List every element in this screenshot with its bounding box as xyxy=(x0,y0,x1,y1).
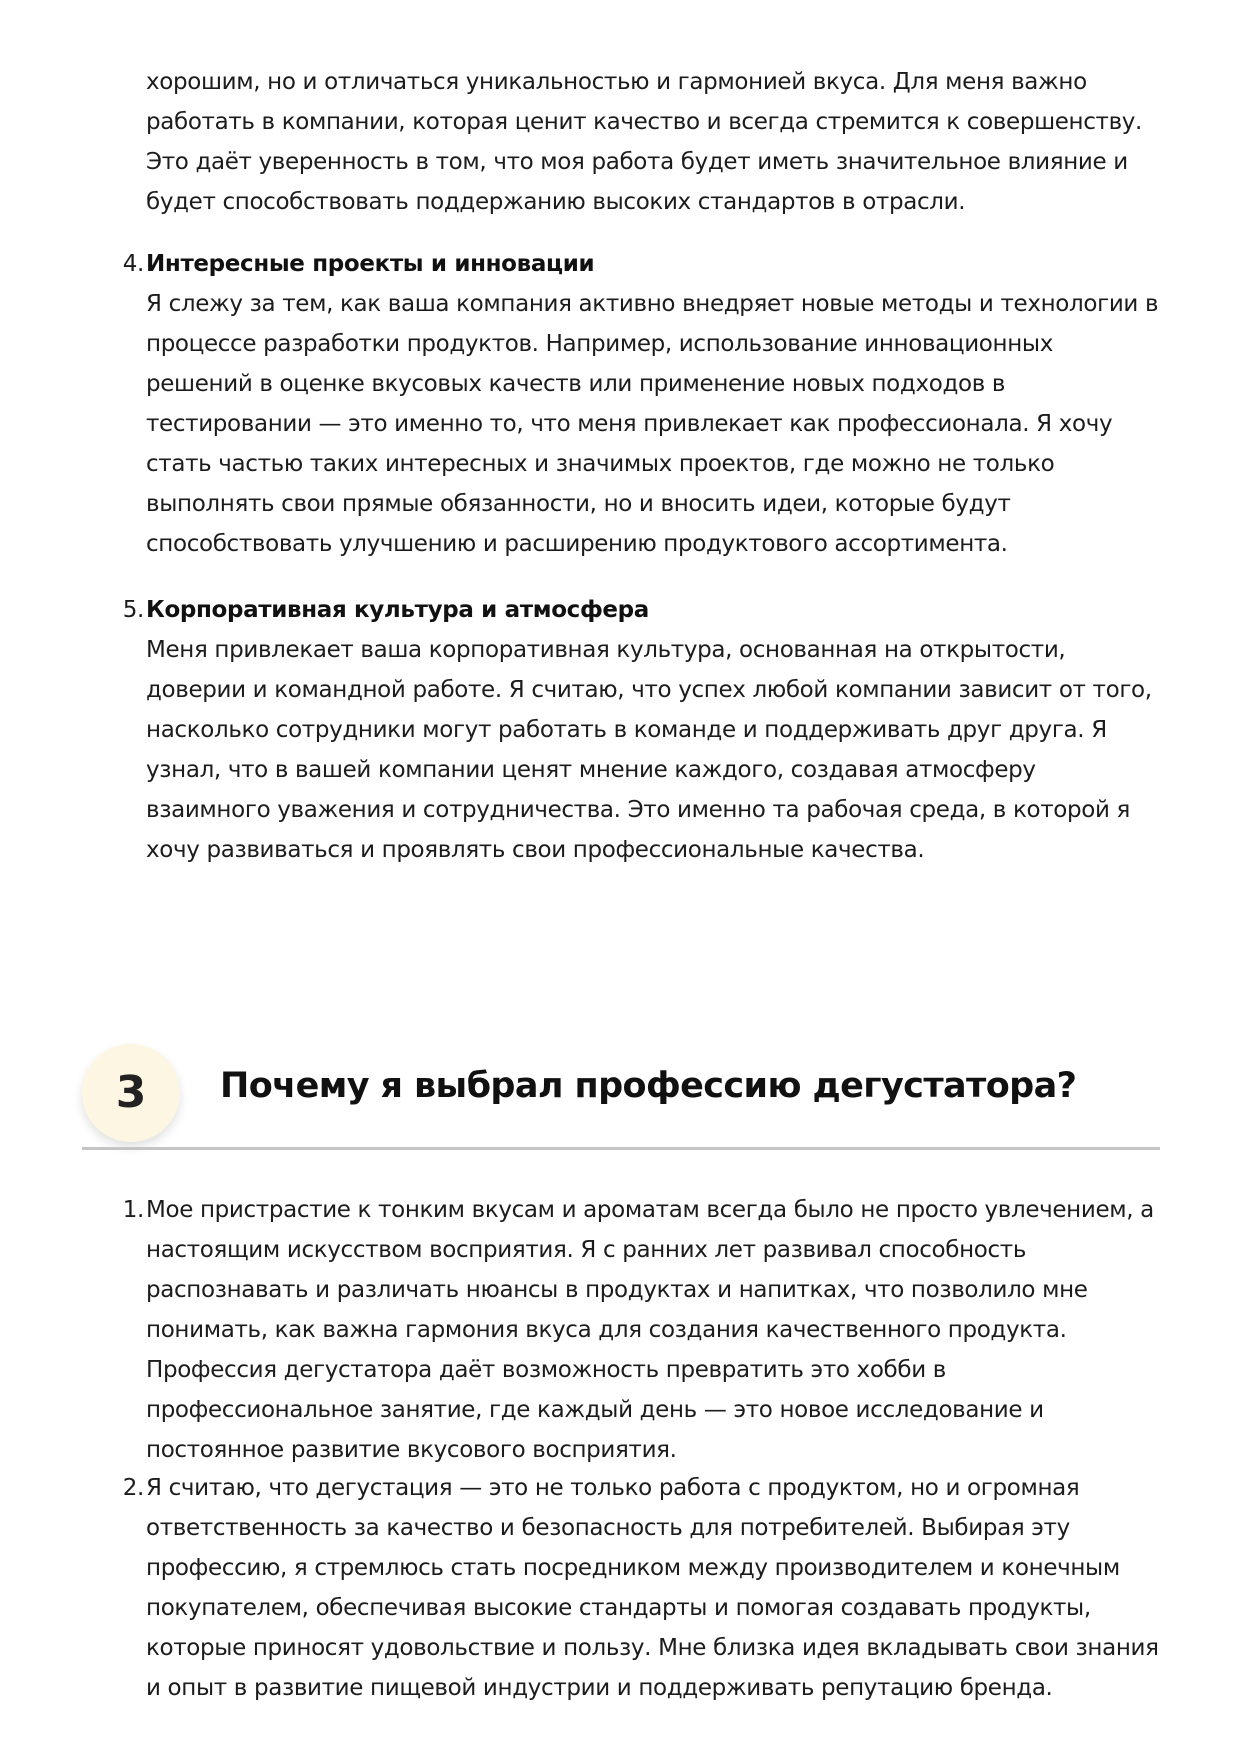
list-item-number: 1. xyxy=(122,1197,144,1223)
list-item-body: Мое пристрастие к тонким вкусам и ароматам всегда было не просто увлечением, а настоящим искусством восприятия. Я с ранних лет развивал способность распознавать и различать нюансы в продуктах и напитках, что позволило мне понимать, как важна гармония вкуса для создания качественного продукта. Профессия дегустатора даёт возможность превратить это хобби в профессиональное занятие, где каждый день — это новое исследование и постоянное развитие вкусового восприятия. xyxy=(146,1197,1154,1463)
section-header xyxy=(82,1042,1160,1150)
list-item-number: 5. xyxy=(122,597,144,623)
section-divider xyxy=(82,1147,1160,1150)
list-item-title: Корпоративная культура и атмосфера xyxy=(146,597,649,623)
section-number-badge: 3 xyxy=(82,1044,180,1142)
list-item-body: Меня привлекает ваша корпоративная культура, основанная на открытости, доверии и командной работе. Я считаю, что успех любой компании зависит от того, насколько сотрудники могут работать в команде и поддерживать друг друга. Я узнал, что в вашей компании ценят мнение каждого, создавая атмосферу взаимного уважения и сотрудничества. Это именно та рабочая среда, в которой я хочу развиваться и проявлять свои профессиональные качества. xyxy=(146,637,1152,863)
section-title: Почему я выбрал профессию дегустатора? xyxy=(220,1066,1077,1106)
list-item-number: 2. xyxy=(122,1475,144,1501)
list-item-5 xyxy=(122,590,1161,870)
list-item-title: Интересные проекты и инновации xyxy=(146,251,595,277)
list-item-2 xyxy=(122,1468,1161,1708)
list-item-body: Я слежу за тем, как ваша компания активно внедряет новые методы и технологии в процессе разработки продуктов. Например, использование инновационных решений в оценке вкусовых качеств или применение новых подходов в тестировании — это именно то, что меня привлекает как профессионала. Я хочу стать частью таких интересных и значимых проектов, где можно не только выполнять свои прямые обязанности, но и вносить идеи, которые будут способствовать улучшению и расширению продуктового ассортимента. xyxy=(146,291,1159,557)
list-item-number: 4. xyxy=(122,251,144,277)
intro-continuation-paragraph: хорошим, но и отличаться уникальностью и гармонией вкуса. Для меня важно работать в компании, которая ценит качество и всегда стремится к совершенству. Это даёт уверенность в том, что моя работа будет иметь значительное влияние и будет способствовать поддержанию высоких стандартов в отрасли. xyxy=(146,69,1143,215)
list-item-body: Я считаю, что дегустация — это не только работа с продуктом, но и огромная ответственность за качество и безопасность для потребителей. Выбирая эту профессию, я стремлюсь стать посредником между производителем и конечным покупателем, обеспечивая высокие стандарты и помогая создавать продукты, которые приносят удовольствие и пользу. Мне близка идея вкладывать свои знания и опыт в развитие пищевой индустрии и поддерживать репутацию бренда. xyxy=(146,1475,1159,1701)
list-item-1 xyxy=(122,1190,1161,1470)
list-item-4 xyxy=(122,244,1161,564)
